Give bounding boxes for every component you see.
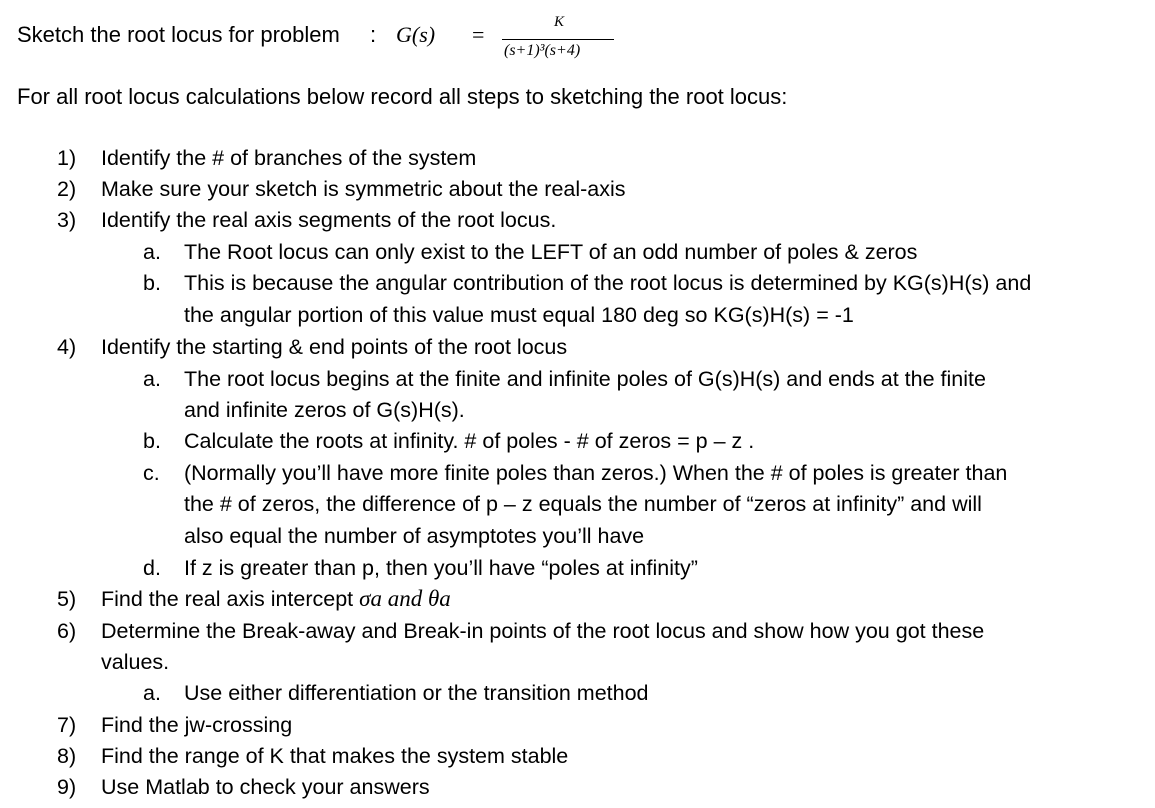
- substep-text: If z is greater than p, then you’ll have “poles at infinity”: [184, 556, 698, 580]
- substep-letter: b.: [143, 271, 161, 295]
- step-text: [101, 585, 451, 613]
- substep-text: and infinite zeros of G(s)H(s).: [184, 398, 465, 422]
- substep-text: The Root locus can only exist to the LEFT of an odd number of poles & zeros: [184, 240, 918, 264]
- step-text: Make sure your sketch is symmetric about the real-axis: [101, 177, 626, 201]
- step-text: Identify the starting & end points of the root locus: [101, 335, 568, 359]
- substep-text: also equal the number of asymptotes you’ll have: [184, 524, 645, 548]
- formula-lhs: G(s): [396, 22, 436, 47]
- transfer-function-formula: [396, 14, 626, 62]
- step-text: values.: [101, 650, 170, 674]
- title-colon: :: [370, 22, 377, 47]
- substep-letter: d.: [143, 556, 161, 580]
- substep-letter: b.: [143, 429, 161, 453]
- substep-text: Calculate the roots at infinity. # of poles - # of zeros = p – z .: [184, 429, 755, 453]
- substep-text: the # of zeros, the difference of p – z equals the number of “zeros at infinity” and will: [184, 492, 982, 516]
- substep-text: (Normally you’ll have more finite poles than zeros.) When the # of poles is greater than: [184, 461, 1008, 485]
- problem-title: Sketch the root locus for problem: [17, 22, 340, 47]
- step-text: Identify the real axis segments of the root locus.: [101, 208, 557, 232]
- substep-letter: a.: [143, 681, 161, 705]
- step-number: 6): [57, 619, 77, 643]
- substep-text: This is because the angular contribution of the root locus is determined by KG(s)H(s) and: [184, 271, 1032, 295]
- formula-equals: =: [472, 22, 485, 47]
- step-number: 8): [57, 744, 77, 768]
- intercept-math: σa and θa: [359, 586, 451, 611]
- substep-text: the angular portion of this value must equal 180 deg so KG(s)H(s) = -1: [184, 303, 854, 327]
- formula-denominator: (s+1)³(s+4): [504, 42, 581, 59]
- step-text: Use Matlab to check your answers: [101, 775, 430, 799]
- intro-text: For all root locus calculations below record all steps to sketching the root locus:: [17, 84, 788, 109]
- step-number: 3): [57, 208, 77, 232]
- step-text: Identify the # of branches of the system: [101, 146, 477, 170]
- step-text: Determine the Break-away and Break-in points of the root locus and show how you got these: [101, 619, 985, 643]
- step-text: Find the range of K that makes the system stable: [101, 744, 569, 768]
- substep-letter: a.: [143, 367, 161, 391]
- substep-letter: c.: [143, 461, 160, 485]
- formula-numerator: K: [554, 14, 565, 30]
- substep-text: The root locus begins at the finite and infinite poles of G(s)H(s) and ends at the finite: [184, 367, 986, 391]
- step-number: 2): [57, 177, 77, 201]
- fraction-bar: [502, 39, 614, 40]
- step-number: 5): [57, 587, 77, 611]
- substep-text: Use either differentiation or the transition method: [184, 681, 649, 705]
- step-number: 4): [57, 335, 77, 359]
- step-text-prefix: Find the real axis intercept: [101, 587, 354, 611]
- step-text: Find the jw-crossing: [101, 713, 293, 737]
- step-number: 7): [57, 713, 77, 737]
- step-number: 9): [57, 775, 77, 799]
- step-number: 1): [57, 146, 77, 170]
- substep-letter: a.: [143, 240, 161, 264]
